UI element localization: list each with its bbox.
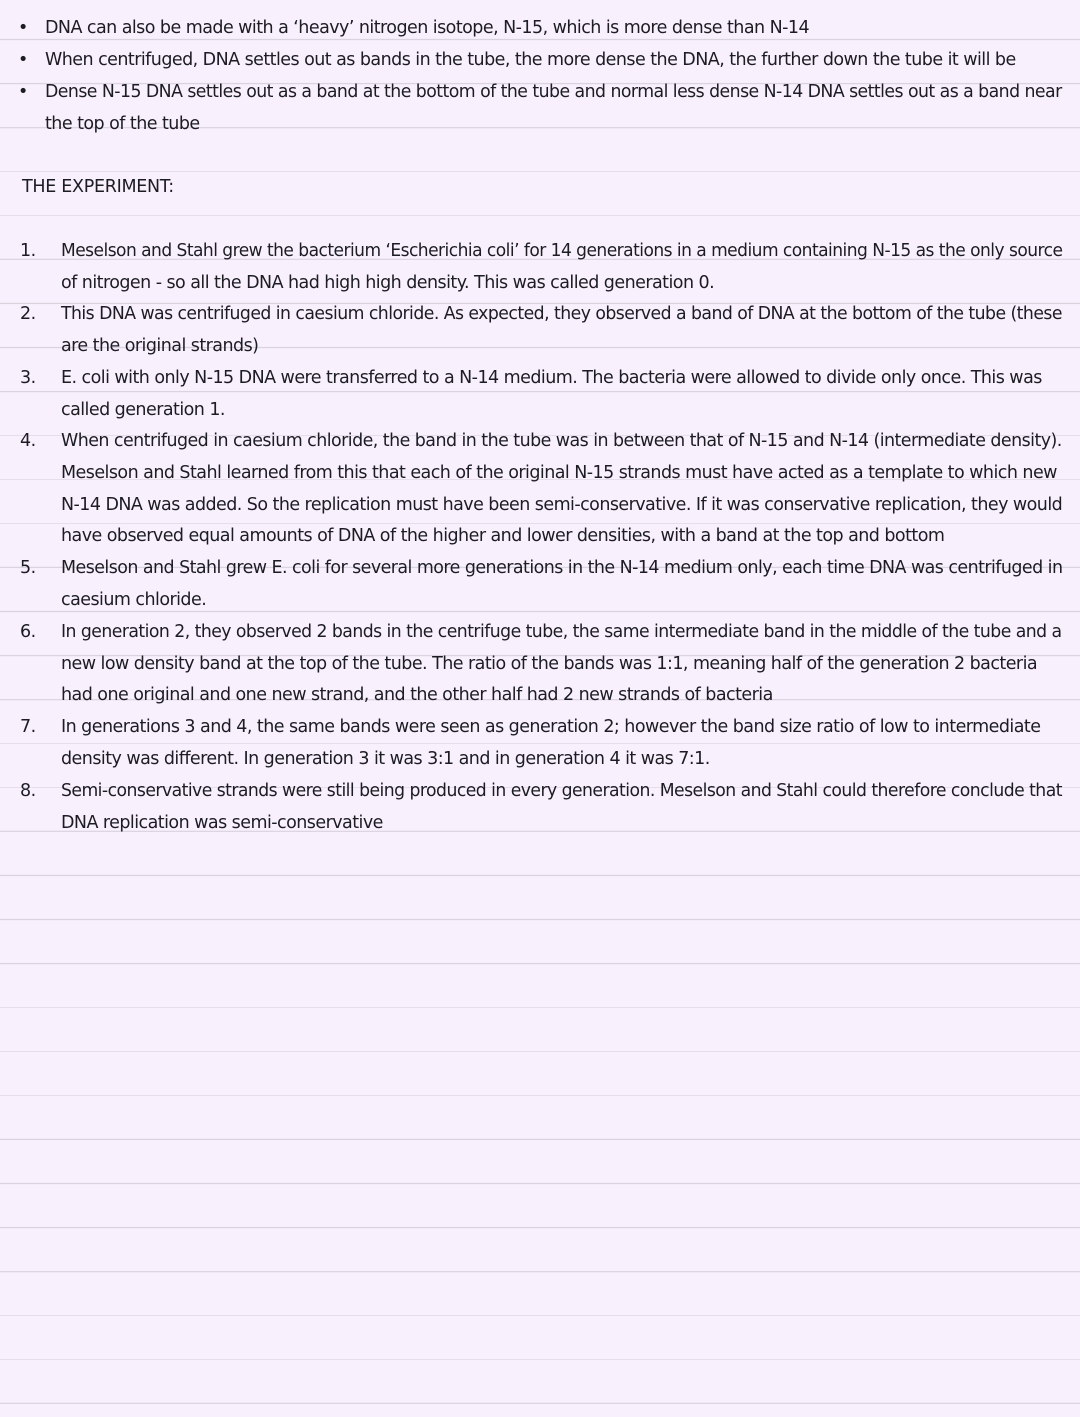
bullet-symbol: •	[18, 50, 28, 70]
step-text: have observed equal amounts of DNA of the higher and lower densities, with a band at the top and bottom	[61, 526, 945, 546]
step-item	[0, 553, 1080, 585]
step-number: 7.	[20, 717, 36, 737]
bullet-text: Dense N-15 DNA settles out as a band at the bottom of the tube and normal less dense N-14 DNA settles out as a band near	[45, 82, 1062, 102]
step-text: density was different. In generation 3 it was 3:1 and in generation 4 it was 7:1.	[61, 749, 710, 769]
step-text: had one original and one new strand, and the other half had 2 new strands of bacteria	[61, 685, 773, 705]
step-number: 4.	[20, 431, 36, 451]
step-number: 6.	[20, 622, 36, 642]
step-text: DNA replication was semi-conservative	[61, 813, 383, 833]
step-number: 2.	[20, 304, 36, 324]
bullet-item	[0, 45, 1080, 77]
step-continuation	[0, 585, 1080, 617]
bullet-symbol: •	[18, 18, 28, 38]
step-continuation	[0, 458, 1080, 490]
step-item	[0, 299, 1080, 331]
bullet-item	[0, 77, 1080, 109]
step-text: new low density band at the top of the tube. The ratio of the bands was 1:1, meaning half of the generation 2 bacteria	[61, 654, 1038, 674]
bullet-continuation	[0, 109, 1080, 141]
step-text: E. coli with only N-15 DNA were transferred to a N-14 medium. The bacteria were allowed to divide only once. This was	[61, 368, 1042, 388]
bullet-item	[0, 13, 1080, 45]
step-continuation	[0, 808, 1080, 840]
step-continuation	[0, 744, 1080, 776]
step-item	[0, 363, 1080, 395]
step-text: In generations 3 and 4, the same bands were seen as generation 2; however the band size ratio of low to intermediate	[61, 717, 1041, 737]
step-number: 1.	[20, 241, 36, 261]
step-continuation	[0, 680, 1080, 712]
step-number: 5.	[20, 558, 36, 578]
step-text: of nitrogen - so all the DNA had high high density. This was called generation 0.	[61, 273, 715, 293]
step-number: 8.	[20, 781, 36, 801]
step-text: Meselson and Stahl grew the bacterium ‘Escherichia coli’ for 14 generations in a medium containing N-15 as the only source	[61, 241, 1063, 261]
step-continuation	[0, 521, 1080, 553]
step-item	[0, 776, 1080, 808]
step-text: N-14 DNA was added. So the replication must have been semi-conservative. If it was conservative replication, they would	[61, 495, 1063, 515]
bullet-text: the top of the tube	[45, 114, 200, 134]
step-text: When centrifuged in caesium chloride, the band in the tube was in between that of N-15 and N-14 (intermediate density).	[61, 431, 1062, 451]
step-text: This DNA was centrifuged in caesium chloride. As expected, they observed a band of DNA at the bottom of the tube (these	[61, 304, 1062, 324]
step-continuation	[0, 395, 1080, 427]
step-text: are the original strands)	[61, 336, 259, 356]
bullet-text: DNA can also be made with a ‘heavy’ nitrogen isotope, N-15, which is more dense than N-14	[45, 18, 810, 38]
bullet-symbol: •	[18, 82, 28, 102]
step-number: 3.	[20, 368, 36, 388]
section-heading: THE EXPERIMENT:	[22, 177, 174, 197]
section-heading-row	[0, 172, 1080, 204]
step-continuation	[0, 649, 1080, 681]
step-text: caesium chloride.	[61, 590, 207, 610]
step-continuation	[0, 331, 1080, 363]
bullet-text: When centrifuged, DNA settles out as bands in the tube, the more dense the DNA, the further down the tube it will be	[45, 50, 1016, 70]
step-item	[0, 236, 1080, 268]
step-item	[0, 712, 1080, 744]
step-item	[0, 426, 1080, 458]
step-item	[0, 617, 1080, 649]
step-continuation	[0, 268, 1080, 300]
step-text: called generation 1.	[61, 400, 225, 420]
step-text: Semi-conservative strands were still being produced in every generation. Meselson and Stahl could therefore conclude that	[61, 781, 1062, 801]
step-text: Meselson and Stahl learned from this that each of the original N-15 strands must have acted as a template to which new	[61, 463, 1057, 483]
step-continuation	[0, 490, 1080, 522]
step-text: In generation 2, they observed 2 bands in the centrifuge tube, the same intermediate band in the middle of the tube and a	[61, 622, 1062, 642]
step-text: Meselson and Stahl grew E. coli for several more generations in the N-14 medium only, each time DNA was centrifuged in	[61, 558, 1063, 578]
